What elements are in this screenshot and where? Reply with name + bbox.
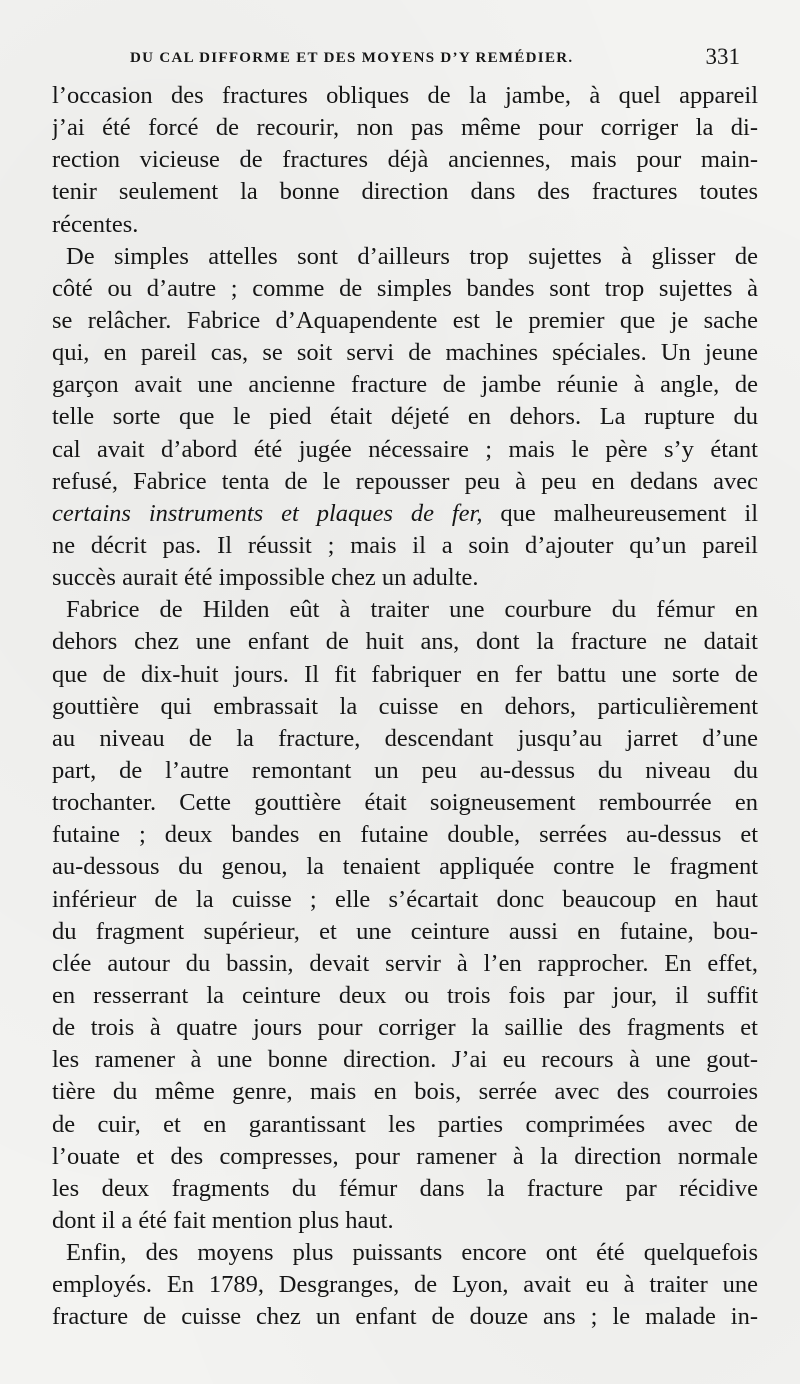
text-line: cal avait d’abord été jugée nécessaire ; mais le père s’y étant [52,435,758,463]
text-line: de trois à quatre jours pour corriger la saillie des fragments et [52,1014,758,1042]
running-head [130,44,740,74]
text-line: fracture de cuisse chez un enfant de douze ans ; le malade in- [52,1303,758,1331]
text-line: gouttière qui embrassait la cuisse en dehors, particulièrement [52,692,758,720]
text-line: au niveau de la fracture, descendant jusqu’au jarret d’une [52,724,758,752]
paragraph [52,241,758,595]
text-line: du fragment supérieur, et une ceinture aussi en futaine, bou- [52,917,758,945]
text-line: côté ou d’autre ; comme de simples bandes sont trop sujettes à [52,274,758,302]
text-line: De simples attelles sont d’ailleurs trop sujettes à glisser de [66,242,758,270]
text-line: les ramener à une bonne direction. J’ai eu recours à une gout- [52,1046,758,1074]
body-text [52,80,758,1333]
text-line: j’ai été forcé de recourir, non pas même pour corriger la di- [52,114,758,142]
paragraph [52,80,758,241]
text-line: ne décrit pas. Il réussit ; mais il a soin d’ajouter qu’un pareil [52,531,758,559]
running-title: DU CAL DIFFORME ET DES MOYENS D’Y REMÉDIER. [130,50,574,66]
paragraph [52,1237,758,1333]
text-line: trochanter. Cette gouttière était soigneusement rembourrée en [52,789,758,817]
line-rest: que malheureusement il [482,499,758,527]
text-line: inférieur de la cuisse ; elle s’écartait donc beaucoup en haut [52,885,758,913]
text-line: employés. En 1789, Desgranges, de Lyon, avait eu à traiter une [52,1271,758,1299]
text-line: refusé, Fabrice tenta de le repousser peu à peu en dedans avec [52,467,758,495]
text-line: de cuir, et en garantissant les parties comprimées avec de [52,1110,758,1138]
text-line: que de dix-huit jours. Il fit fabriquer en fer battu une sorte de [52,660,758,688]
italic-emphasis: certains instruments et plaques de fer, [52,499,483,527]
text-line: tière du même genre, mais en bois, serrée avec des courroies [52,1078,758,1106]
text-line: futaine ; deux bandes en futaine double, serrées au-dessus et [52,821,758,849]
text-line: se relâcher. Fabrice d’Aquapendente est le premier que je sache [52,306,758,334]
text-line: garçon avait une ancienne fracture de jambe réunie à angle, de [52,371,758,399]
text-line: clée autour du bassin, devait servir à l’en rapprocher. En effet, [52,949,758,977]
text-line: en resserrant la ceinture deux ou trois fois par jour, il suffit [52,981,758,1009]
text-line: les deux fragments du fémur dans la fracture par récidive [52,1174,758,1202]
text-line: au-dessous du genou, la tenaient appliquée contre le fragment [52,853,758,881]
text-line: tenir seulement la bonne direction dans des fractures toutes [52,178,758,206]
text-line: telle sorte que le pied était déjeté en dehors. La rupture du [52,403,758,431]
text-line: récentes. [52,210,139,238]
text-line: qui, en pareil cas, se soit servi de machines spéciales. Un jeune [52,339,758,367]
page-number: 331 [705,44,740,69]
text-line: l’ouate et des compresses, pour ramener à la direction normale [52,1142,758,1170]
text-line: l’occasion des fractures obliques de la jambe, à quel appareil [52,82,758,109]
text-line: succès aurait été impossible chez un adulte. [52,564,479,592]
paragraph [52,594,758,1237]
text-line [52,498,758,530]
text-line: dehors chez une enfant de huit ans, dont la fracture ne datait [52,628,758,656]
text-line: Fabrice de Hilden eût à traiter une courbure du fémur en [66,596,758,624]
text-line: part, de l’autre remontant un peu au-dessus du niveau du [52,756,758,784]
text-line: rection vicieuse de fractures déjà anciennes, mais pour main- [52,146,758,174]
text-line: dont il a été fait mention plus haut. [52,1206,394,1234]
text-line: Enfin, des moyens plus puissants encore ont été quelquefois [66,1239,758,1267]
